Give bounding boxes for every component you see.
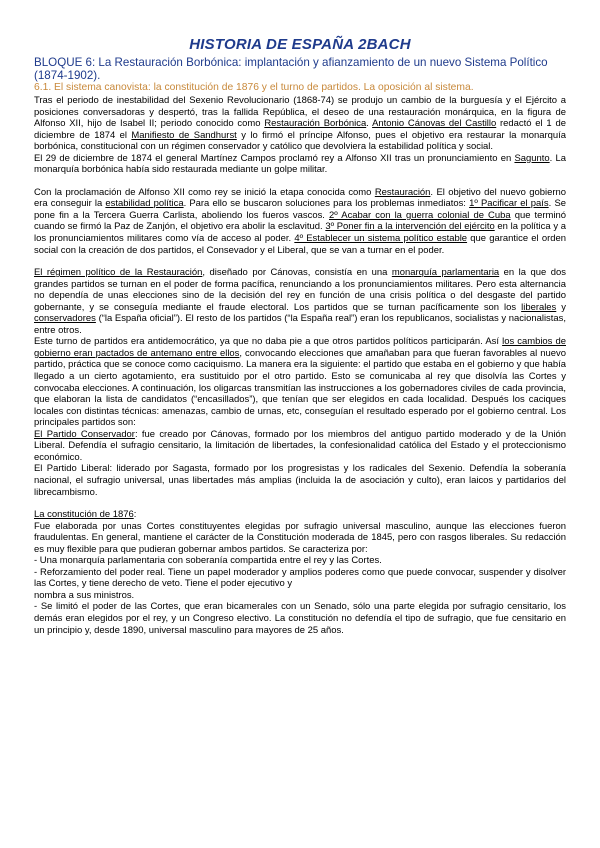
underlined-term: Restauración: [374, 186, 431, 198]
underlined-term: El régimen político de la Restauración: [34, 267, 203, 279]
paragraph-constitution: Fue elaborada por unas Cortes constituyentes elegidas por sufragio universal masculino, aunque las elecciones fueron fraudulentas. En general, mantiene el carácter de la Constitución moderada de 1845, pero con rasgos liberales. Su redacción es muy flexible para que pudieran gobernar ambos partidos. Se caracteriza por:: [34, 520, 566, 555]
underlined-term: 4º Establecer un sistema político estable: [294, 233, 468, 245]
underlined-term: 1º Pacificar el país: [469, 198, 549, 210]
list-item: - Una monarquía parlamentaria con soberanía compartida entre el rey y las Cortes.: [34, 555, 382, 567]
underlined-term: Antonio Cánovas del Castillo: [372, 118, 497, 130]
paragraph-proclamation: El 29 de diciembre de 1874 el general Martínez Campos proclamó rey a Alfonso XII tras un pronunciamiento en Sagunto. La monarquía borbónica había sido restaurada mediante un golpe militar.: [34, 152, 566, 176]
underlined-term: Restauración Borbónica: [264, 118, 367, 130]
underlined-term: La constitución de 1876: [34, 509, 134, 521]
underlined-term: estabilidad política: [105, 198, 184, 210]
list-item: nombra a sus ministros.: [34, 589, 135, 601]
underlined-term: monarquía parlamentaria: [391, 267, 500, 279]
underlined-term: 3º Poner fin a la intervención del ejército: [325, 221, 495, 233]
paragraph-objectives: Con la proclamación de Alfonso XII como rey se inició la etapa conocida como Restauración. El objetivo del nuevo gobierno era conseguir la estabilidad política. Para ello se buscaron soluciones para los problemas inmediatos: 1º Pacificar el país. Se pone fin a la Tercera Guerra Carlista, aboliendo los fueros vascos. 2º Acabar con la guerra colonial de Cuba que terminó cuando se firmó la Paz de Zanjón, el objetivo era abolir la esclavitud. 3º Poner fin a la intervención del ejército en la política y a los pronunciamientos militares como vía de acceso al poder. 4º Establecer un sistema político estable que garantice el orden social con la creación de dos partidos, el Consevador y el Liberal, que se van a turnar en el poder.: [34, 186, 567, 256]
constitution-heading: La constitución de 1876:: [34, 509, 137, 521]
underlined-term: Sagunto: [514, 152, 550, 164]
list-item: - Se limitó el poder de las Cortes, que eran bicamerales con un Senado, sólo una parte elegida por sufragio censitario, los demás eran elegidos por el rey, y un Congreso electivo. La constitución no defendía el tipo de sufragio, que fue censitario en un principio y, desde 1890, universal masculino para mayores de 25 años.: [34, 601, 566, 636]
paragraph-liberal-party: El Partido Liberal: liderado por Sagasta, formado por los progresistas y los radicales del Sexenio. Defendía la soberanía nacional, el sufragio universal, unas libertades más amplias (incluida la de asociación y culto), eran laicos y partidarios del librecambismo.: [34, 463, 566, 498]
paragraph-intro: Tras el periodo de inestabilidad del Sexenio Revolucionario (1868-74) se produjo un cambio de la burguesía y el Ejército a posiciones conversadoras y despertó, tras la fallida República, el deseo de una restauración monárquica, en la figura de Alfonso XII, hijo de Isabel II; periodo conocido como Restauración Borbónica. Antonio Cánovas del Castillo redactó el 1 de diciembre de 1874 el Manifiesto de Sandhurst y lo firmó el príncipe Alfonso, pues el objetivo era restaurar la monarquía borbónica, constitucional con un régimen conservador y católico que devolviera la estabilidad política y social.: [34, 95, 566, 153]
block-heading: BLOQUE 6: La Restauración Borbónica: implantación y afianzamiento de un nuevo Sistema Político (1874-1902).: [34, 56, 548, 82]
paragraph-conservative-party: El Partido Conservador: fue creado por Cánovas, formado por los miembros del antiguo partido moderado y de la Unión Liberal. Defendía el sufragio censitario, la limitación de libertades, la confesionalidad católica del Estado y el proteccionismo económico.: [34, 428, 566, 463]
underlined-term: El Partido Conservador: [34, 428, 135, 440]
underlined-term: 2º Acabar con la guerra colonial de Cuba: [329, 209, 511, 221]
list-item: - Reforzamiento del poder real. Tiene un papel moderador y amplios poderes como que puede convocar, suspender y disolver las Cortes, y tiene derecho de veto. Tiene el poder ejecutivo y: [34, 566, 566, 590]
paragraph-political-regime: El régimen político de la Restauración, diseñado por Cánovas, consistía en una monarquía parlamentaria en la que dos grandes partidos se turnan en el poder de forma pacífica, renunciando a los pronunciamientos militares. Pero esta alternancia no dependía de unas elecciones sino de la decisión del rey en función de una crisis política o del desgaste del partido gobernante, y se conseguía mediante el fraude electoral. Los partidos que se turnan pacíficamente son los liberales y conservadores (“la España oficial”). El resto de los partidos (“la España real”) eran los republicanos, socialistas y nacionalistas, entre otros.: [34, 267, 566, 336]
underlined-term: los cambios de gobierno eran pactados de antemano entre ellos: [34, 336, 566, 359]
document-title: HISTORIA DE ESPAÑA 2BACH: [189, 36, 411, 53]
underlined-term: liberales: [521, 301, 557, 313]
underlined-term: conservadores: [34, 313, 96, 325]
paragraph-turno: Este turno de partidos era antidemocrático, ya que no daba pie a que otros partidos políticos participarán. Así los cambios de gobierno eran pactados de antemano entre ellos, convocando elecciones que amañaban para que fueran favorables al nuevo partido, práctica que se conoce como caciquismo. La manera era la siguiente: el partido que estaba en el gobierno y que había llegado a un cierto agotamiento, era sustituido por el otro partido. Esto se comunicaba al rey que disolvía las Cortes y convocaba elecciones. A continuación, los oligarcas transmitían las instrucciones a los gobernadores civiles de cada provincia, que elaboran la lista de candidatos (“encasillados”), que tenían que ser elegidos en cada localidad. Después los caciques locales con distintas técnicas: amenazas, cambio de urnas, etc, conseguían el resultado esperado por el gobierno central. Los principales partidos son:: [34, 336, 566, 429]
section-heading: 6.1. El sistema canovista: la constitución de 1876 y el turno de partidos. La oposición al sistema.: [34, 82, 474, 93]
underlined-term: Manifiesto de Sandhurst: [131, 129, 237, 141]
